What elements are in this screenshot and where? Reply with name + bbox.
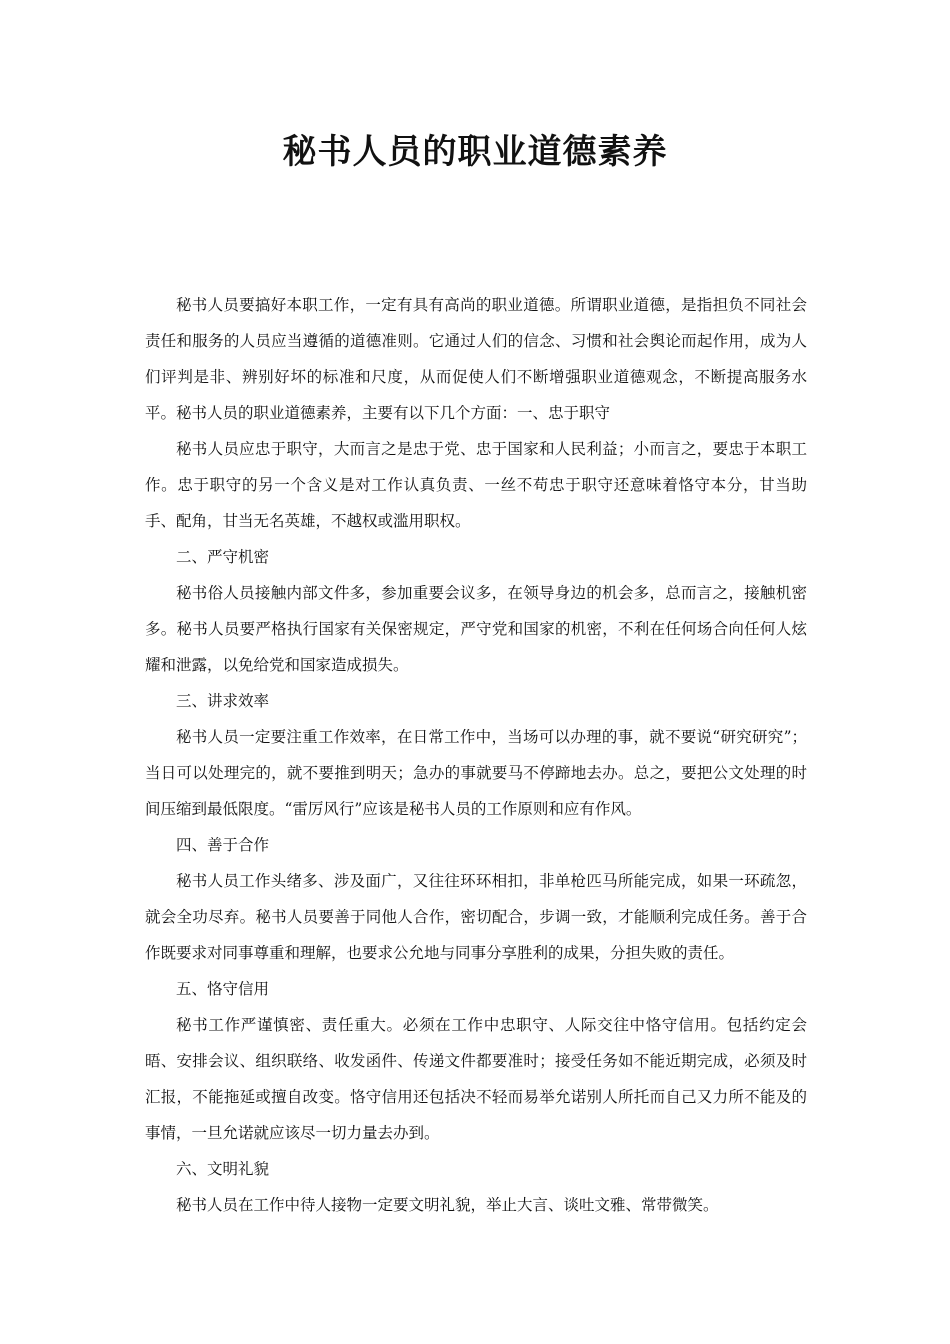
- document-body: [145, 287, 807, 1223]
- document-title: 秘书人员的职业道德素养: [282, 132, 668, 172]
- body-paragraph: 秘书人员工作头绪多、涉及面广，又往往环环相扣，非单枪匹马所能完成，如果一环疏忽，就会全功尽弃。秘书人员要善于同他人合作，密切配合，步调一致，才能顺利完成任务。善于合作既要求对同事尊重和理解，也要求公允地与同事分享胜利的成果，分担失败的责任。: [145, 872, 807, 962]
- section-heading: 二、严守机密: [176, 548, 270, 566]
- section-heading: 五、恪守信用: [176, 980, 270, 998]
- body-paragraph: 秘书俗人员接触内部文件多，参加重要会议多，在领导身边的机会多，总而言之，接触机密多。秘书人员要严格执行国家有关保密规定，严守党和国家的机密，不利在任何场合向任何人炫耀和泄露，以免给党和国家造成损失。: [145, 584, 807, 674]
- body-paragraph: 秘书人员应忠于职守，大而言之是忠于党、忠于国家和人民利益；小而言之，要忠于本职工作。忠于职守的另一个含义是对工作认真负责、一丝不苟忠于职守还意味着恪守本分，甘当助手、配角，甘当无名英雄，不越权或滥用职权。: [145, 440, 807, 530]
- body-paragraph: 秘书人员一定要注重工作效率，在日常工作中，当场可以办理的事，就不要说“研究研究”；当日可以处理完的，就不要推到明天；急办的事就要马不停蹄地去办。总之，要把公文处理的时间压缩到最低限度。“雷厉风行”应该是秘书人员的工作原则和应有作风。: [145, 728, 807, 818]
- section-heading: 六、文明礼貌: [176, 1160, 270, 1178]
- section-heading: 三、讲求效率: [176, 692, 270, 710]
- body-paragraph: 秘书人员在工作中待人接物一定要文明礼貌，举止大言、谈吐文雅、常带微笑。: [176, 1196, 719, 1214]
- body-paragraph: 秘书工作严谨慎密、责任重大。必须在工作中忠职守、人际交往中恪守信用。包括约定会晤、安排会议、组织联络、收发函件、传递文件都要准时；接受任务如不能近期完成，必须及时汇报，不能拖延或擅自改变。恪守信用还包括决不轻而易举允诺别人所托而自己又力所不能及的事情，一旦允诺就应该尽一切力量去办到。: [145, 1016, 807, 1142]
- body-paragraph: 秘书人员要搞好本职工作，一定有具有高尚的职业道德。所谓职业道德，是指担负不同社会责任和服务的人员应当遵循的道德准则。它通过人们的信念、习惯和社会舆论而起作用，成为人们评判是非、辨别好坏的标准和尺度，从而促使人们不断增强职业道德观念，不断提高服务水平。秘书人员的职业道德素养，主要有以下几个方面：一、忠于职守: [145, 296, 807, 422]
- section-heading: 四、善于合作: [176, 836, 270, 854]
